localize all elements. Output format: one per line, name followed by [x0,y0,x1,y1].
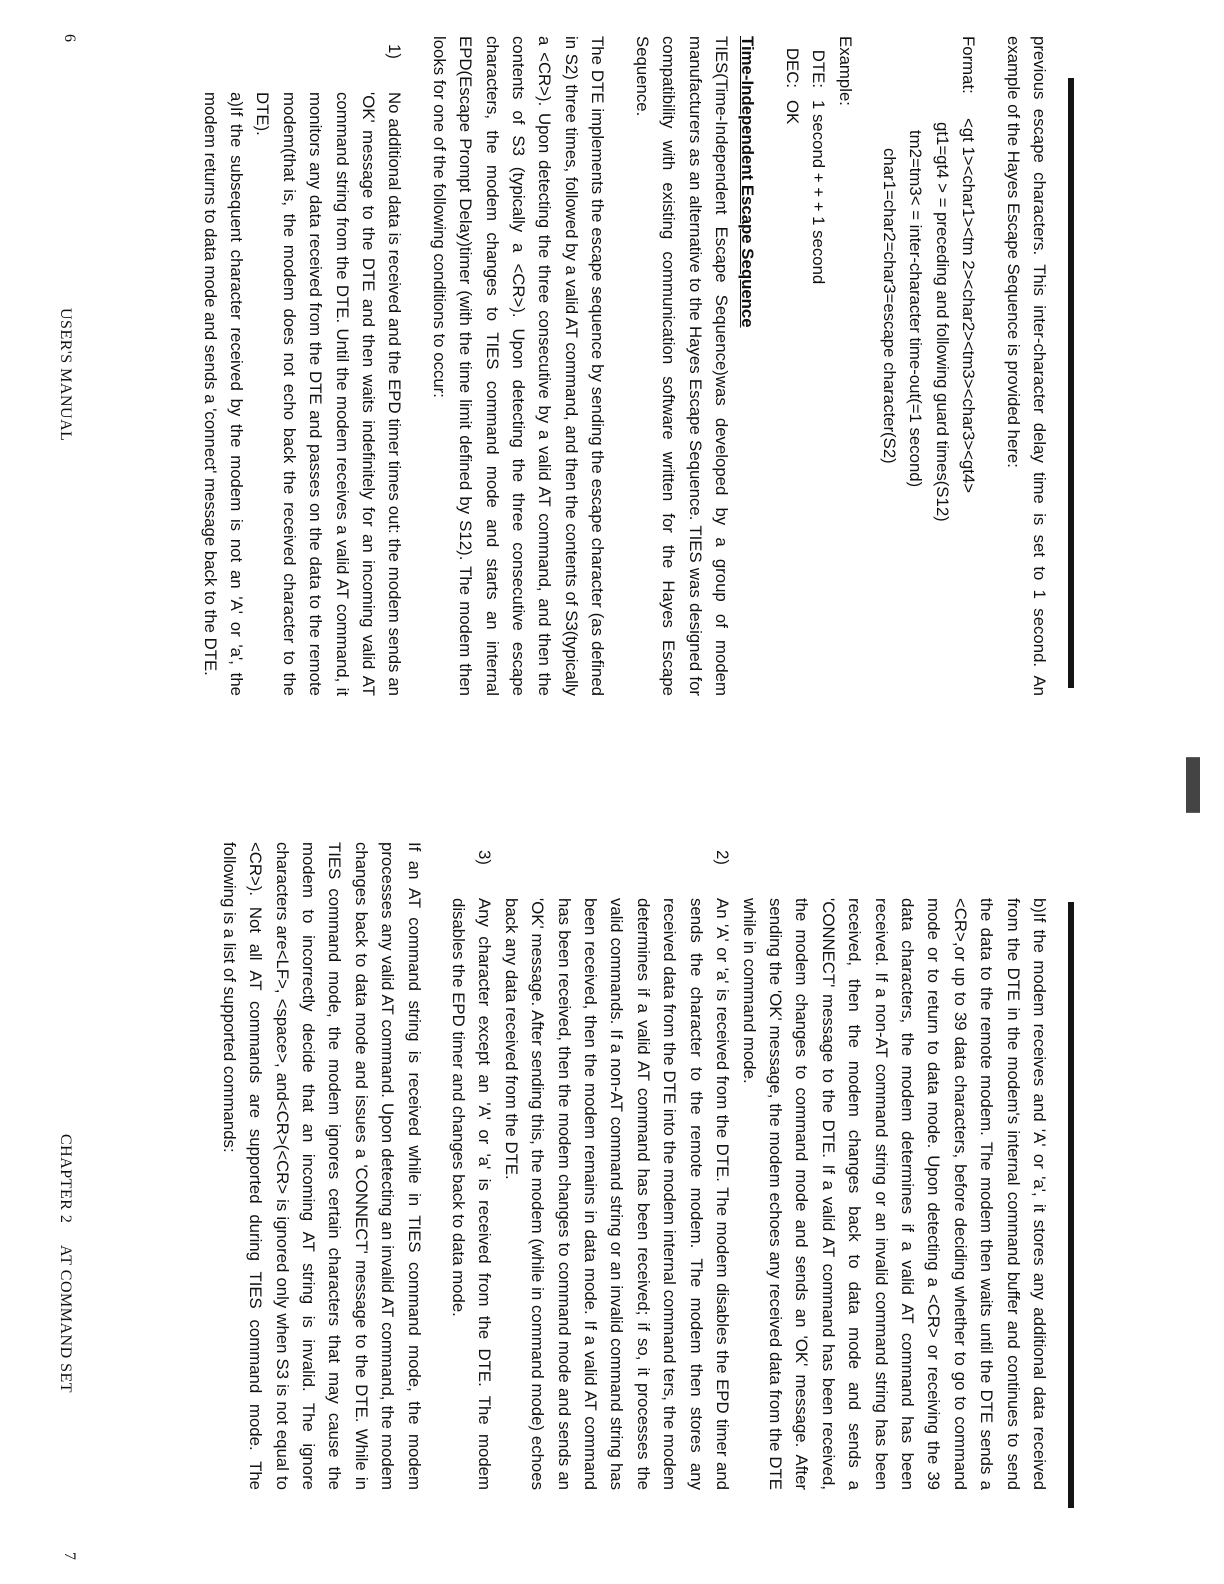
right-text-column [215,842,1052,1490]
example-dec-value: OK [782,100,802,125]
page-number: 7 [61,1552,78,1560]
dte-paragraph: The DTE implements the escape sequence by sending the escape character (as defined in S2) three times, followed by a valid AT command, and then the contents of S3(typically a <CR>). Upon detecting the three consecutive by a valid AT command, and then the contents of S3 (typically a <CR>). Upon detecting the three consecutive escape characters, the modem changes to TIES command mode and starts an internal EPD(Escape Prompt Delay)timer (with the time limit defined by S12). The modem then looks for one of the following conditions to occur: [429,36,608,696]
ties-paragraph: TIES(Time-Independent Escape Sequence)was developed by a group of modem manufacturers as an alternative to the Hayes Escape Sequence. TIES was designed for compatibility with existing communication software written for the Hayes Escape Sequence. [632,36,731,696]
page-footer: CHAPTER 2 AT COMMAND SET [57,1134,74,1394]
list-item-3 [445,842,498,1490]
header-rule [1068,902,1074,1508]
list-item-text: Any character except an 'A' or 'a' is received from the DTE. The modem disables the EPD timer and changes back to data mode. [449,898,495,1490]
example-dte-key: DTE: [809,49,829,88]
list-number: 2) [713,850,733,865]
sub-item-b: b)If the modem receives and 'A' or 'a', it stores any additional data received from the DTE in the modem's internal command buffer and continues to send the data to the remote modem. The modem then waits until the DTE sends a <CR>,or up to 39 data characters, before deciding whether to go to command mode or to return to data mode. Upon detecting a <CR> or receiving the 39 data characters, the modem determines if a valid AT command has been received. If a non-AT command string or an invalid command string has been received, then the modem changes back to data mode and sends a 'CONNECT' message to the DTE. If a valid AT command has been received, the modem changes to command mode and sends an 'OK' message. After sending the 'OK' message, the modem echoes any received data from the DTE while in command mode. [739,898,1049,1490]
example-label: Example: [835,36,855,106]
closing-paragraph: If an AT command string is received while in TIES command mode, the modem processes any valid AT command. Upon detecting an invalid AT command, the modem changes back to data mode and issues a 'CONNECT' message to the DTE. While in TIES command mode, the modem ignores certain characters that may cause the modem to incorrectly decide that an incoming AT string is invalid. The ignore characters are<LF>, <space>, and<CR>(<CR> is ignored only when S3 is not equal to <CR>). Not all AT commands are supported during TIES command mode. The following is a list of supported commands: [219,842,424,1490]
list-number: 3) [475,850,495,865]
page-footer: USER'S MANUAL [57,308,74,442]
example-dec-key: DEC: [782,47,802,88]
scan-binding-shadow [1186,720,1200,850]
format-lines [876,118,982,522]
format-line: char1=char2=char3=escape character(S2) [879,148,899,464]
header-rule [1068,78,1074,688]
sub-item-b-wrapper [735,842,1052,1490]
page-number: 6 [61,34,78,42]
format-label: Format: [959,36,979,94]
list-item-2 [497,842,735,1490]
example-dte-value: 1 second + + + 1 second [809,100,829,285]
sub-item-a: a)If the subsequent character received by the modem is not an 'A' or 'a', the modem returns to data mode and sends a 'connect' message back to the DTE. [200,92,247,696]
format-line: <gt 1><char1><tm 2><char2><tm3><char3><gt4> [959,118,979,494]
list-item-text: An 'A' or 'a' is received from the DTE. The modem disables the EPD timer and sends the character to the remote modem. The modem then stores any received data from the DTE into the modem internal command ters, the modem determines if a valid AT command has been received; if so, it processes the valid commands. If a non-AT command string or an invalid command string has been received, then the modem remains in data mode. If a valid AT command has been received, then the modem changes to command mode and sends an 'OK' message. After sending this, the modem (while in command mode) echoes back any data received from the DTE. [501,898,733,1490]
section-heading: Time-Independent Escape Sequence [738,36,758,328]
list-number: 1) [385,44,405,59]
format-block [876,36,982,696]
list-item-text: No additional data is received and the EPD timer times out: the modem sends an 'OK' message to the DTE and then waits indefinitely for an incoming valid AT command string from the DTE. Until the modem receives a valid AT command, it monitors any data received from the DTE and passes on the data to the remote modem(that is, the modem does not echo back the received character to the DTE). [253,92,405,696]
right-page [0,792,1224,1584]
example-dte-row [805,36,831,696]
intro-paragraph: previous escape characters. This inter-character delay time is set to 1 second. An example of the Hayes Escape Sequence is provided here: [1003,36,1049,696]
left-text-column [196,36,1052,696]
example-dec-row [778,36,804,696]
format-line: gt1=gt4 > = preceding and following guard times(S12) [932,122,952,522]
format-line: tm2=tm3< = inter-character time-out(=1 second) [906,130,926,488]
list-item-1 [196,36,407,696]
